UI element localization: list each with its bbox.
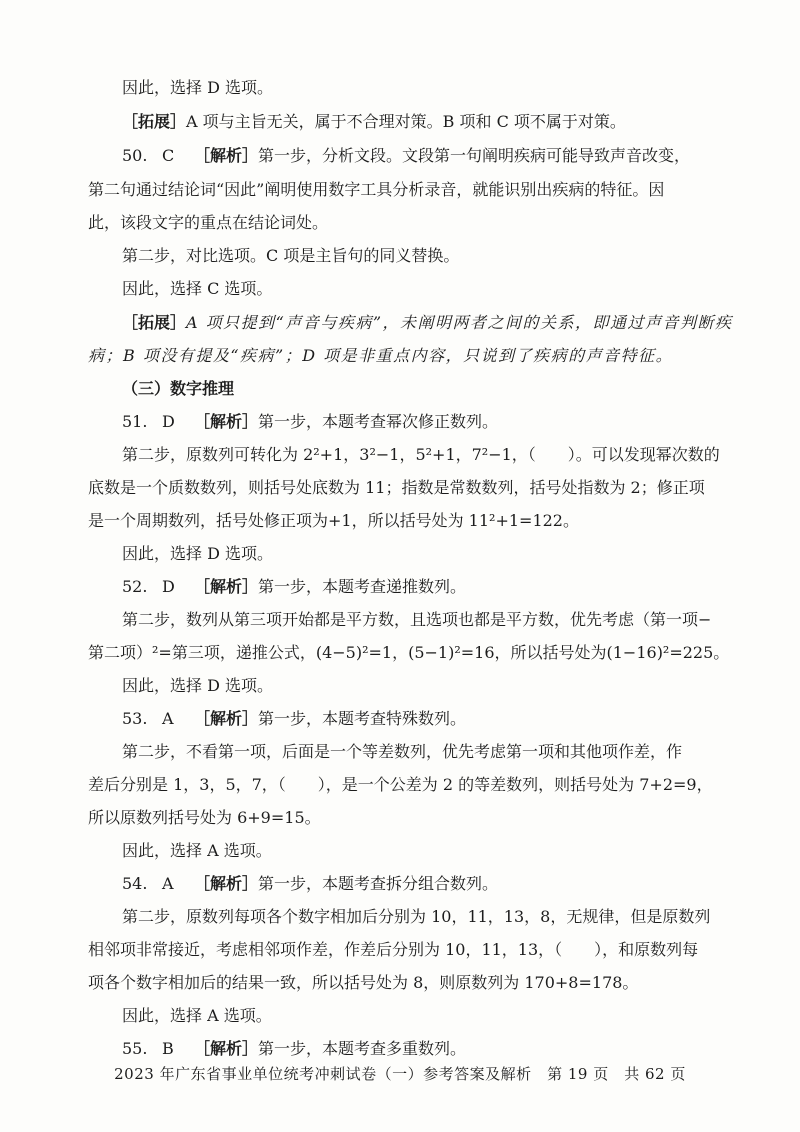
paragraph-line: 相邻项非常接近，考虑相邻项作差，作差后分别为 10，11，13，（ ），和原数列每 xyxy=(88,940,699,959)
analysis-text: 第一步，本题考查递推数列。 xyxy=(258,577,467,596)
answer-letter: D xyxy=(162,577,175,596)
answer-letter: C xyxy=(162,146,175,165)
analysis-tag: ［解析］ xyxy=(194,412,259,431)
analysis-tag: ［解析］ xyxy=(194,1039,259,1058)
paragraph-line: 第二项）²=第三项，递推公式，(4−5)²=1，(5−1)²=16，所以括号处为(1−16)²=225。 xyxy=(88,643,730,662)
answer-letter: B xyxy=(162,1039,174,1058)
analysis-tag: ［解析］ xyxy=(194,709,259,728)
extension-note xyxy=(122,312,733,334)
paragraph-line: 所以原数列括号处为 6+9=15。 xyxy=(88,808,321,827)
paragraph-line: 差后分别是 1，3，5，7，（ ），是一个公差为 2 的等差数列，则括号处为 7+2=9， xyxy=(88,775,713,794)
paragraph-line: 因此，选择 D 选项。 xyxy=(122,544,274,563)
paragraph-line: 是一个周期数列，括号处修正项为+1，所以括号处为 11²+1=122。 xyxy=(88,511,579,530)
question-number: 54. xyxy=(122,874,148,893)
analysis-text: 第一步，本题考查特殊数列。 xyxy=(258,709,467,728)
paragraph-line: 底数是一个质数数列，则括号处底数为 11；指数是常数数列，括号处指数为 2；修正项 xyxy=(88,478,705,497)
answer-letter: A xyxy=(162,874,174,893)
page-footer: 2023 年广东省事业单位统考冲刺试卷（一）参考答案及解析 第 19 页 共 62 页 xyxy=(114,1065,686,1083)
extension-tag: ［拓展］ xyxy=(122,313,187,332)
answer-letter: D xyxy=(162,412,175,431)
paragraph-line: 因此，选择 A 选项。 xyxy=(122,1006,272,1025)
analysis-text: 第一步，本题考查多重数列。 xyxy=(258,1039,467,1058)
paragraph-line: 第二步，对比选项。C 项是主旨句的同义替换。 xyxy=(122,246,460,265)
paragraph-line: 因此，选择 A 选项。 xyxy=(122,841,272,860)
analysis-tag: ［解析］ xyxy=(194,146,259,165)
question-number: 55. xyxy=(122,1039,148,1058)
question-53-header xyxy=(122,708,728,730)
question-51-header xyxy=(122,411,728,433)
analysis-text: 第一步，本题考查拆分组合数列。 xyxy=(258,874,499,893)
extension-text: A 项只提到“声音与疾病”，未阐明两者之间的关系，即通过声音判断疾 xyxy=(186,313,733,332)
question-52-header xyxy=(122,576,728,598)
extension-note xyxy=(122,111,728,133)
extension-text: A 项与主旨无关，属于不合理对策。B 项和 C 项不属于对策。 xyxy=(186,112,626,131)
question-50-header xyxy=(122,145,728,167)
paragraph-line: 项各个数字相加后的结果一致，所以括号处为 8，则原数列为 170+8=178。 xyxy=(88,973,639,992)
section-heading: （三）数字推理 xyxy=(122,379,235,398)
question-54-header xyxy=(122,873,728,895)
paragraph-line: 第二步，原数列可转化为 2²+1，3²−1，5²+1，7²−1，（ ）。可以发现幂次数的 xyxy=(122,445,720,464)
analysis-text: 第一步，本题考查幂次修正数列。 xyxy=(258,412,499,431)
question-number: 53. xyxy=(122,709,148,728)
paragraph-line: 因此，选择 D 选项。 xyxy=(122,78,274,97)
analysis-tag: ［解析］ xyxy=(194,874,259,893)
question-number: 50. xyxy=(122,146,148,165)
paragraph-line: 因此，选择 C 选项。 xyxy=(122,279,273,298)
analysis-tag: ［解析］ xyxy=(194,577,259,596)
analysis-text: 第一步，分析文段。文段第一句阐明疾病可能导致声音改变， xyxy=(258,146,691,165)
answer-letter: A xyxy=(162,709,174,728)
paragraph-line: 第二句通过结论词“因此”阐明使用数字工具分析录音，就能识别出疾病的特征。因 xyxy=(88,180,665,199)
paragraph-line: 第二步，数列从第三项开始都是平方数，且选项也都是平方数，优先考虑（第一项− xyxy=(122,610,712,629)
paragraph-line: 病；B 项没有提及“疾病”；D 项是非重点内容，只说到了疾病的声音特征。 xyxy=(88,346,674,365)
paragraph-line: 第二步，不看第一项，后面是一个等差数列，优先考虑第一项和其他项作差，作 xyxy=(122,742,683,761)
paragraph-line: 第二步，原数列每项各个数字相加后分别为 10，11，13，8，无规律，但是原数列 xyxy=(122,907,711,926)
paragraph-line: 因此，选择 D 选项。 xyxy=(122,676,274,695)
question-55-header xyxy=(122,1038,728,1060)
extension-tag: ［拓展］ xyxy=(122,112,187,131)
question-number: 51. xyxy=(122,412,148,431)
paragraph-line: 此，该段文字的重点在结论词处。 xyxy=(88,213,329,232)
question-number: 52. xyxy=(122,577,148,596)
